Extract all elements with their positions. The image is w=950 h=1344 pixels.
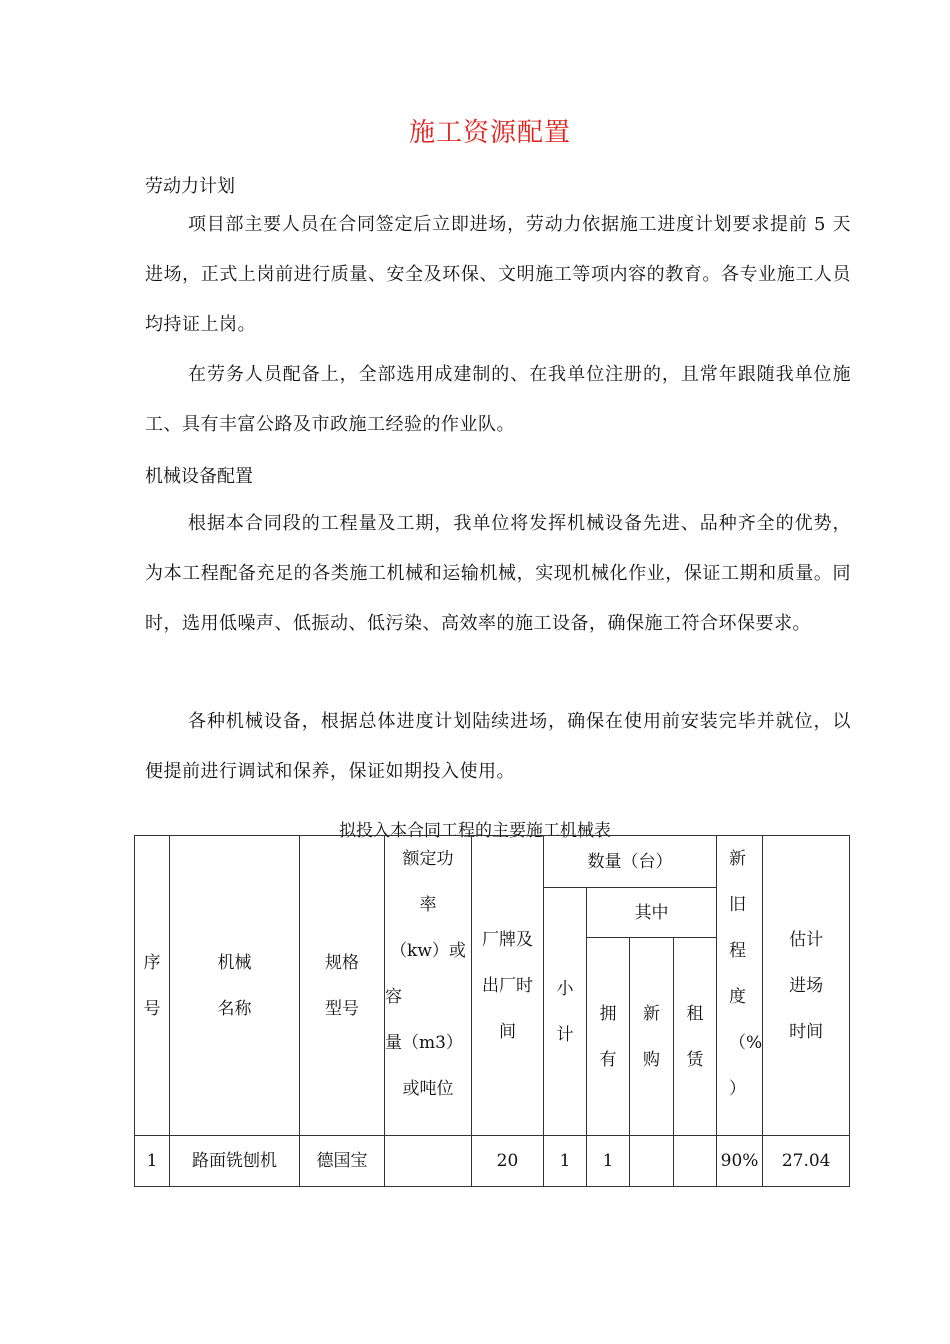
header-spec-model: 规格 型号	[300, 836, 385, 1136]
header-new-purchase: 新 购	[630, 938, 674, 1136]
section-heading-machinery: 机械设备配置	[145, 466, 253, 487]
cell-owned: 1	[587, 1136, 630, 1187]
labor-paragraph-2: 在劳务人员配备上，全部选用成建制的、在我单位注册的，且常年跟随我单位施工、具有丰富公路及市政施工经验的作业队。	[145, 364, 851, 435]
cell-new-purchase	[630, 1136, 674, 1187]
header-brand-date: 厂牌及 出厂时 间	[472, 836, 544, 1136]
cell-seq: 1	[135, 1136, 170, 1187]
cell-brand-date: 20	[472, 1136, 544, 1187]
header-owned: 拥 有	[587, 938, 630, 1136]
header-machine-name: 机械 名称	[170, 836, 300, 1136]
cell-condition: 90%	[717, 1136, 763, 1187]
cell-rated-power	[385, 1136, 472, 1187]
page-title: 施工资源配置	[408, 118, 571, 148]
header-entry-time: 估计 进场 时间	[763, 836, 850, 1136]
machinery-paragraph-2: 各种机械设备，根据总体进度计划陆续进场，确保在使用前安装完毕并就位，以便提前进行调试和保养，保证如期投入使用。	[145, 711, 851, 782]
table-row	[135, 1136, 850, 1187]
cell-subtotal: 1	[544, 1136, 587, 1187]
machinery-paragraph-1: 根据本合同段的工程量及工期，我单位将发挥机械设备先进、品种齐全的优势，为本工程配备充足的各类施工机械和运输机械，实现机械化作业，保证工期和质量。同时，选用低噪声、低振动、低污染、高效率的施工设备，确保施工符合环保要求。	[145, 513, 851, 634]
header-among: 其中	[587, 888, 717, 938]
section-heading-labor: 劳动力计划	[145, 176, 235, 197]
header-seq: 序 号	[135, 836, 170, 1136]
cell-entry-time: 27.04	[763, 1136, 850, 1187]
machinery-table	[134, 835, 850, 1187]
header-condition: 新 旧 程 度 （% ）	[717, 836, 763, 1136]
cell-spec-model: 德国宝	[300, 1136, 385, 1187]
cell-rented	[674, 1136, 717, 1187]
header-quantity-group: 数量（台）	[544, 836, 717, 888]
cell-machine-name: 路面铣刨机	[170, 1136, 300, 1187]
table-caption: 拟投入本合同工程的主要施工机械表	[339, 821, 611, 841]
header-rated-power: 额定功 率 （kw）或 容 量（m3） 或吨位	[385, 836, 472, 1136]
header-rented: 租 赁	[674, 938, 717, 1136]
labor-paragraph-1: 项目部主要人员在合同签定后立即进场，劳动力依据施工进度计划要求提前 5 天进场，正式上岗前进行质量、安全及环保、文明施工等项内容的教育。各专业施工人员均持证上岗。	[145, 214, 851, 335]
header-subtotal: 小 计	[544, 888, 587, 1136]
